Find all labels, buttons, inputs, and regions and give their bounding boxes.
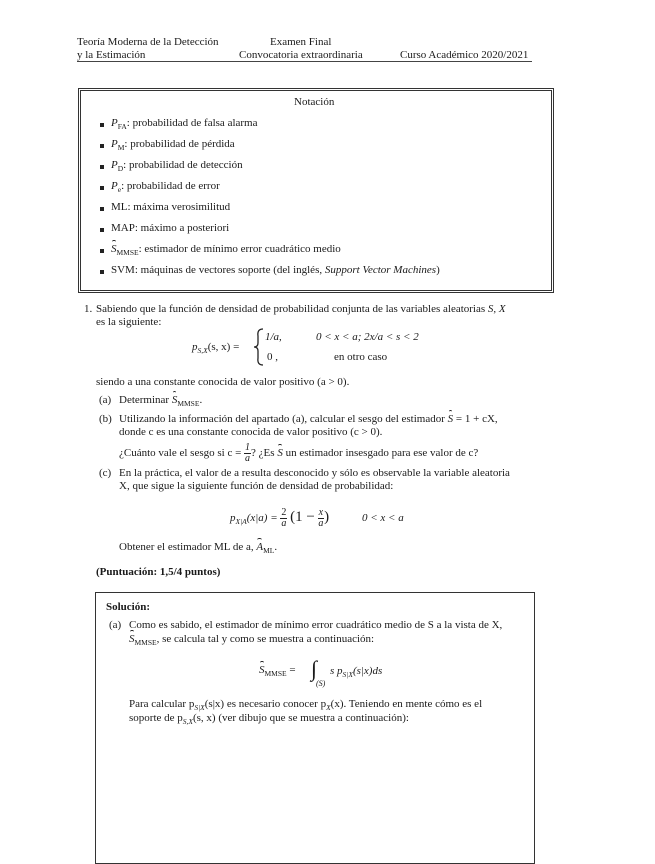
solution-paragraph-line1: Para calcular $p_{S|X}(s|x)$ es necesario conocer $p_X(x)$. Teniendo en mente cómo es el — [129, 698, 483, 713]
solution-title: Solución: — [106, 601, 151, 613]
score: (Puntuación: 1,5/4 puntos) — [96, 566, 221, 578]
exam-session: Convocatoria extraordinaria — [239, 49, 363, 61]
mmse-equation: $S_{MMSE}$ = — [259, 664, 296, 679]
problem-number: 1. — [84, 303, 93, 315]
course-title-line2: y la Estimación — [77, 49, 146, 61]
notation-bullet — [100, 207, 104, 211]
cases-brace — [253, 328, 265, 366]
part-c-line1: En la práctica, el valor de a resulta desconocido y sólo es observable la variable aleatoria — [119, 467, 510, 479]
part-a-label: (a) — [99, 394, 112, 406]
notation-bullet — [100, 270, 104, 274]
course-title-line1: Teoría Moderna de la Detección — [77, 36, 219, 48]
notation-bullet — [100, 249, 104, 253]
problem-intro-line2: es la siguiente: — [96, 316, 162, 328]
solution-a-line2: $S_{MMSE}$, se calcula tal y como se muestra a continuación: — [129, 633, 375, 648]
case2-value: 0 , — [267, 351, 278, 363]
notation-item: SVM: máquinas de vectores soporte (del inglés, Support Vector Machines) — [111, 264, 440, 276]
notation-item: $S_{MMSE}$: estimador de mínimo error cuadrático medio — [111, 243, 341, 258]
part-b-line3: ¿Cuánto vale el sesgo si c = $\frac{1}{a}$ ? ¿Es S un estimador insesgado para ese valor de c? — [119, 442, 479, 464]
case2-condition: en otro caso — [334, 351, 388, 363]
solution-a-line1: Como es sabido, el estimador de mínimo error cuadrático medio de S a la vista de X, — [129, 619, 503, 631]
notation-item: MAP: máximo a posteriori — [111, 222, 230, 234]
integral-sign: ∫ — [311, 656, 318, 681]
solution-a-label: (a) — [109, 619, 122, 631]
case1-condition: 0 < x < a; 2x/a < s < 2 — [316, 331, 419, 343]
solution-paragraph-line2: soporte de $p_{S,X}(s$, x) (ver dibujo que se muestra a continuación): — [129, 712, 409, 727]
header-rule — [77, 61, 532, 62]
notation-bullet — [100, 186, 104, 190]
notation-item: $P_M$: probabilidad de pérdida — [111, 138, 235, 153]
case1-value: 1/a, — [265, 331, 282, 343]
part-c-line3: Obtener el estimador ML de a, $A_{ML}$. — [119, 541, 278, 556]
notation-item: ML: máxima verosimilitud — [111, 201, 231, 213]
problem-intro-line1: Sabiendo que la función de densidad de probabilidad conjunta de las variables aleatorias S, X — [96, 303, 506, 315]
integrand: s $p_{S|X}(s|x)ds$ — [330, 665, 383, 680]
joint-pdf-lhs: $p_{S,X}(s$, x) = — [192, 341, 240, 356]
part-c-line2: X, que sigue la siguiente función de densidad de probabilidad: — [119, 480, 394, 492]
notation-bullet — [100, 165, 104, 169]
notation-bullet — [100, 228, 104, 232]
academic-year: Curso Académico 2020/2021 — [400, 49, 529, 61]
part-c-label: (c) — [99, 467, 112, 479]
notation-item: $P_e$: probabilidad de error — [111, 180, 220, 195]
notation-bullet — [100, 144, 104, 148]
notation-item: $P_D$: probabilidad de detección — [111, 159, 243, 174]
conditional-pdf-equation: $p_{X|A}(x|a)$ = $\frac{2}{a}$ (1 − $\frac{x}{a}$ ) — [230, 507, 330, 529]
notation-title: Notación — [294, 96, 335, 108]
part-b-line1: Utilizando la información del apartado (a), calcular el sesgo del estimador S = 1 + cX, — [119, 413, 498, 425]
notation-item: $P_{FA}$: probabilidad de falsa alarma — [111, 117, 258, 132]
conditional-pdf-support: 0 < x < a — [362, 512, 404, 524]
integral-domain: (S) — [316, 679, 326, 688]
part-b-label: (b) — [99, 413, 112, 425]
notation-bullet — [100, 123, 104, 127]
part-b-line2: donde c es una constante conocida de valor positivo (c > 0). — [119, 426, 383, 438]
part-a-text: Determinar $S_{MMSE}$. — [119, 394, 203, 409]
exam-title: Examen Final — [270, 36, 332, 48]
constant-note: siendo a una constante conocida de valor positivo (a > 0). — [96, 376, 350, 388]
